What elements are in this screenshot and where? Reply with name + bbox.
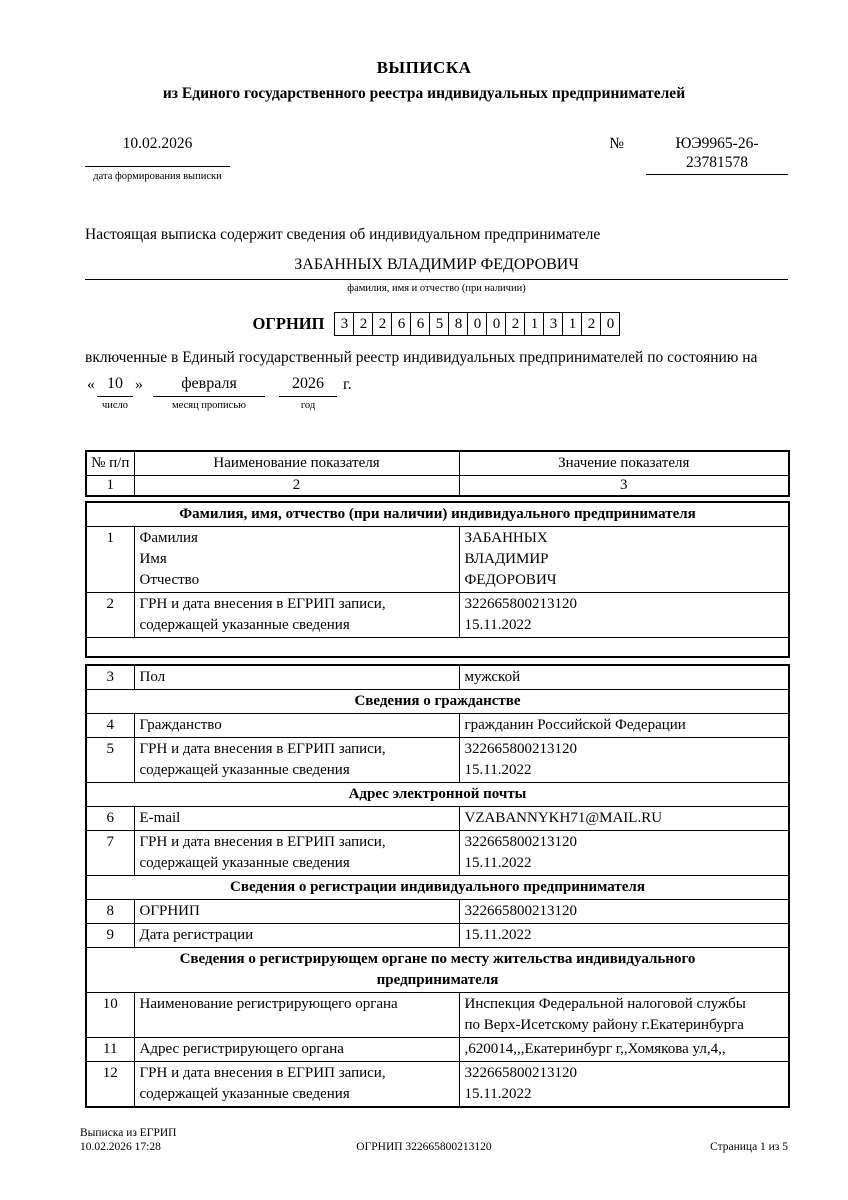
row-number-cell: 5	[86, 738, 134, 783]
table-row	[86, 924, 789, 948]
formation-date-value: 10.02.2026	[85, 134, 230, 167]
row-name-cell: ГРН и дата внесения в ЕГРИП записи, содержащей указанные сведения	[134, 738, 459, 783]
row-number-cell: 1	[86, 526, 134, 592]
row-name-cell: ОГРНИП	[134, 900, 459, 924]
spacer-cell	[86, 637, 789, 657]
page-title: ВЫПИСКА	[376, 58, 472, 77]
ogrnip-digit-boxes	[334, 312, 620, 336]
ogrnip-digit-box: 0	[486, 312, 506, 336]
footer-ogrnip: ОГРНИП 322665800213120	[356, 1141, 492, 1153]
year-value: 2026	[279, 375, 337, 397]
close-quote: »	[135, 375, 143, 393]
row-value-cell: ЗАБАННЫХ ВЛАДИМИР ФЕДОРОВИЧ	[459, 526, 789, 592]
entrepreneur-name: ЗАБАННЫХ ВЛАДИМИР ФЕДОРОВИЧ	[85, 255, 788, 280]
row-name-cell: ГРН и дата внесения в ЕГРИП записи, содержащей указанные сведения	[134, 1062, 459, 1108]
row-number-cell: 3	[86, 665, 134, 690]
row-name-cell: E-mail	[134, 807, 459, 831]
egrip-table-part	[85, 664, 790, 1108]
column-number-cell: 1	[86, 475, 134, 496]
year-field	[279, 375, 337, 412]
row-value-cell: ,620014,,,Екатеринбург г,,Хомякова ул,4,,	[459, 1038, 789, 1062]
section-title: Адрес электронной почты	[86, 783, 789, 807]
footer-page-number: Страница 1 из 5	[710, 1141, 788, 1153]
section-title: Фамилия, имя, отчество (при наличии) индивидуального предпринимателя	[86, 502, 789, 527]
row-value-cell: мужской	[459, 665, 789, 690]
table-row	[86, 665, 789, 690]
entrepreneur-name-block	[85, 255, 788, 295]
ogrnip-digit-box: 2	[353, 312, 373, 336]
ogrnip-digit-box: 2	[372, 312, 392, 336]
open-quote: «	[87, 375, 95, 393]
row-number-cell: 9	[86, 924, 134, 948]
month-value: февраля	[153, 375, 265, 397]
day-value: 10	[97, 375, 133, 397]
row-name-cell: Фамилия Имя Отчество	[134, 526, 459, 592]
info-row	[85, 134, 788, 183]
formation-date-label: дата формирования выписки	[93, 171, 222, 182]
row-value-cell: Инспекция Федеральной налоговой службы по Верх-Исетскому району г.Екатеринбурга	[459, 993, 789, 1038]
section-header-row	[86, 502, 789, 527]
table-row	[86, 1038, 789, 1062]
ogrnip-digit-box: 0	[467, 312, 487, 336]
section-title: Сведения о гражданстве	[86, 690, 789, 714]
entrepreneur-name-caption: фамилия, имя и отчество (при наличии)	[347, 283, 526, 294]
row-number-cell: 12	[86, 1062, 134, 1108]
ogrnip-digit-box: 5	[429, 312, 449, 336]
section-title: Сведения о регистрирующем органе по месту жительства индивидуального предпринимателя	[86, 948, 789, 993]
row-number-cell: 10	[86, 993, 134, 1038]
extract-number-block	[609, 134, 788, 175]
row-name-cell: Дата регистрации	[134, 924, 459, 948]
row-name-cell: Наименование регистрирующего органа	[134, 993, 459, 1038]
ogrnip-digit-box: 6	[391, 312, 411, 336]
table-row	[86, 1062, 789, 1108]
year-label: год	[300, 399, 316, 411]
ogrnip-digit-box: 2	[581, 312, 601, 336]
row-number-cell: 7	[86, 831, 134, 876]
month-field	[153, 375, 265, 412]
section-title: Сведения о регистрации индивидуального предпринимателя	[86, 876, 789, 900]
extract-number-value	[646, 134, 788, 175]
table-header-row	[86, 451, 789, 476]
row-number-cell: 4	[86, 714, 134, 738]
day-label: число	[101, 399, 129, 411]
table-row	[86, 526, 789, 592]
ogrnip-digit-box: 0	[600, 312, 620, 336]
row-number-cell: 8	[86, 900, 134, 924]
table-row	[86, 831, 789, 876]
row-value-cell: 322665800213120 15.11.2022	[459, 831, 789, 876]
row-value-cell: 322665800213120	[459, 900, 789, 924]
month-label: месяц прописью	[172, 399, 246, 411]
formation-date-block	[85, 134, 230, 183]
row-value-cell: 322665800213120 15.11.2022	[459, 592, 789, 637]
section-header-row	[86, 876, 789, 900]
row-value-cell: 15.11.2022	[459, 924, 789, 948]
row-value-cell: 322665800213120 15.11.2022	[459, 738, 789, 783]
footer-doc-type: Выписка из ЕГРИП	[80, 1127, 177, 1139]
row-number-cell: 11	[86, 1038, 134, 1062]
ogrnip-digit-box: 8	[448, 312, 468, 336]
row-name-cell: ГРН и дата внесения в ЕГРИП записи, содержащей указанные сведения	[134, 592, 459, 637]
ogrnip-row	[85, 312, 788, 336]
number-sign: №	[609, 135, 624, 152]
as-of-date-line	[85, 375, 788, 412]
column-header-cell: Наименование показателя	[134, 451, 459, 476]
ogrnip-digit-box: 2	[505, 312, 525, 336]
spacer-row	[86, 637, 789, 657]
indicators-table-area	[85, 450, 788, 1109]
included-text: включенные в Единый государственный реестр индивидуальных предпринимателей по состоянию на	[85, 349, 758, 366]
intro-text: Настоящая выписка содержит сведения об индивидуальном предпринимателе	[85, 226, 601, 243]
egrip-table-part	[85, 501, 790, 659]
section-header-row	[86, 948, 789, 993]
ogrnip-digit-box: 3	[334, 312, 354, 336]
row-name-cell: ГРН и дата внесения в ЕГРИП записи, содержащей указанные сведения	[134, 831, 459, 876]
ogrnip-digit-box: 3	[543, 312, 563, 336]
table-row	[86, 592, 789, 637]
row-value-cell: 322665800213120 15.11.2022	[459, 1062, 789, 1108]
table-row	[86, 807, 789, 831]
document-content	[0, 134, 848, 1108]
page-subtitle: из Единого государственного реестра индивидуальных предпринимателей	[162, 85, 686, 102]
ogrnip-digit-box: 1	[562, 312, 582, 336]
row-name-cell: Гражданство	[134, 714, 459, 738]
ogrnip-digit-box: 6	[410, 312, 430, 336]
extract-number-line1: ЮЭ9965-26-	[675, 135, 759, 152]
table-row	[86, 738, 789, 783]
egrip-table-part	[85, 450, 790, 497]
section-header-row	[86, 783, 789, 807]
row-name-cell: Адрес регистрирующего органа	[134, 1038, 459, 1062]
row-value-cell: гражданин Российской Федерации	[459, 714, 789, 738]
table-row	[86, 714, 789, 738]
day-field	[97, 375, 133, 412]
column-numbers-row	[86, 475, 789, 496]
table-row	[86, 900, 789, 924]
row-number-cell: 6	[86, 807, 134, 831]
row-number-cell: 2	[86, 592, 134, 637]
row-name-cell: Пол	[134, 665, 459, 690]
column-number-cell: 2	[134, 475, 459, 496]
column-number-cell: 3	[459, 475, 789, 496]
column-header-cell: Значение показателя	[459, 451, 789, 476]
row-value-cell: VZABANNYKH71@MAIL.RU	[459, 807, 789, 831]
ogrnip-digit-box: 1	[524, 312, 544, 336]
year-suffix: г.	[343, 375, 352, 393]
ogrnip-label: ОГРНИП	[252, 314, 325, 333]
column-header-cell: № п/п	[86, 451, 134, 476]
section-header-row	[86, 690, 789, 714]
extract-number-line2: 23781578	[686, 154, 748, 171]
footer-datetime: 10.02.2026 17:28	[80, 1141, 161, 1153]
table-row	[86, 993, 789, 1038]
